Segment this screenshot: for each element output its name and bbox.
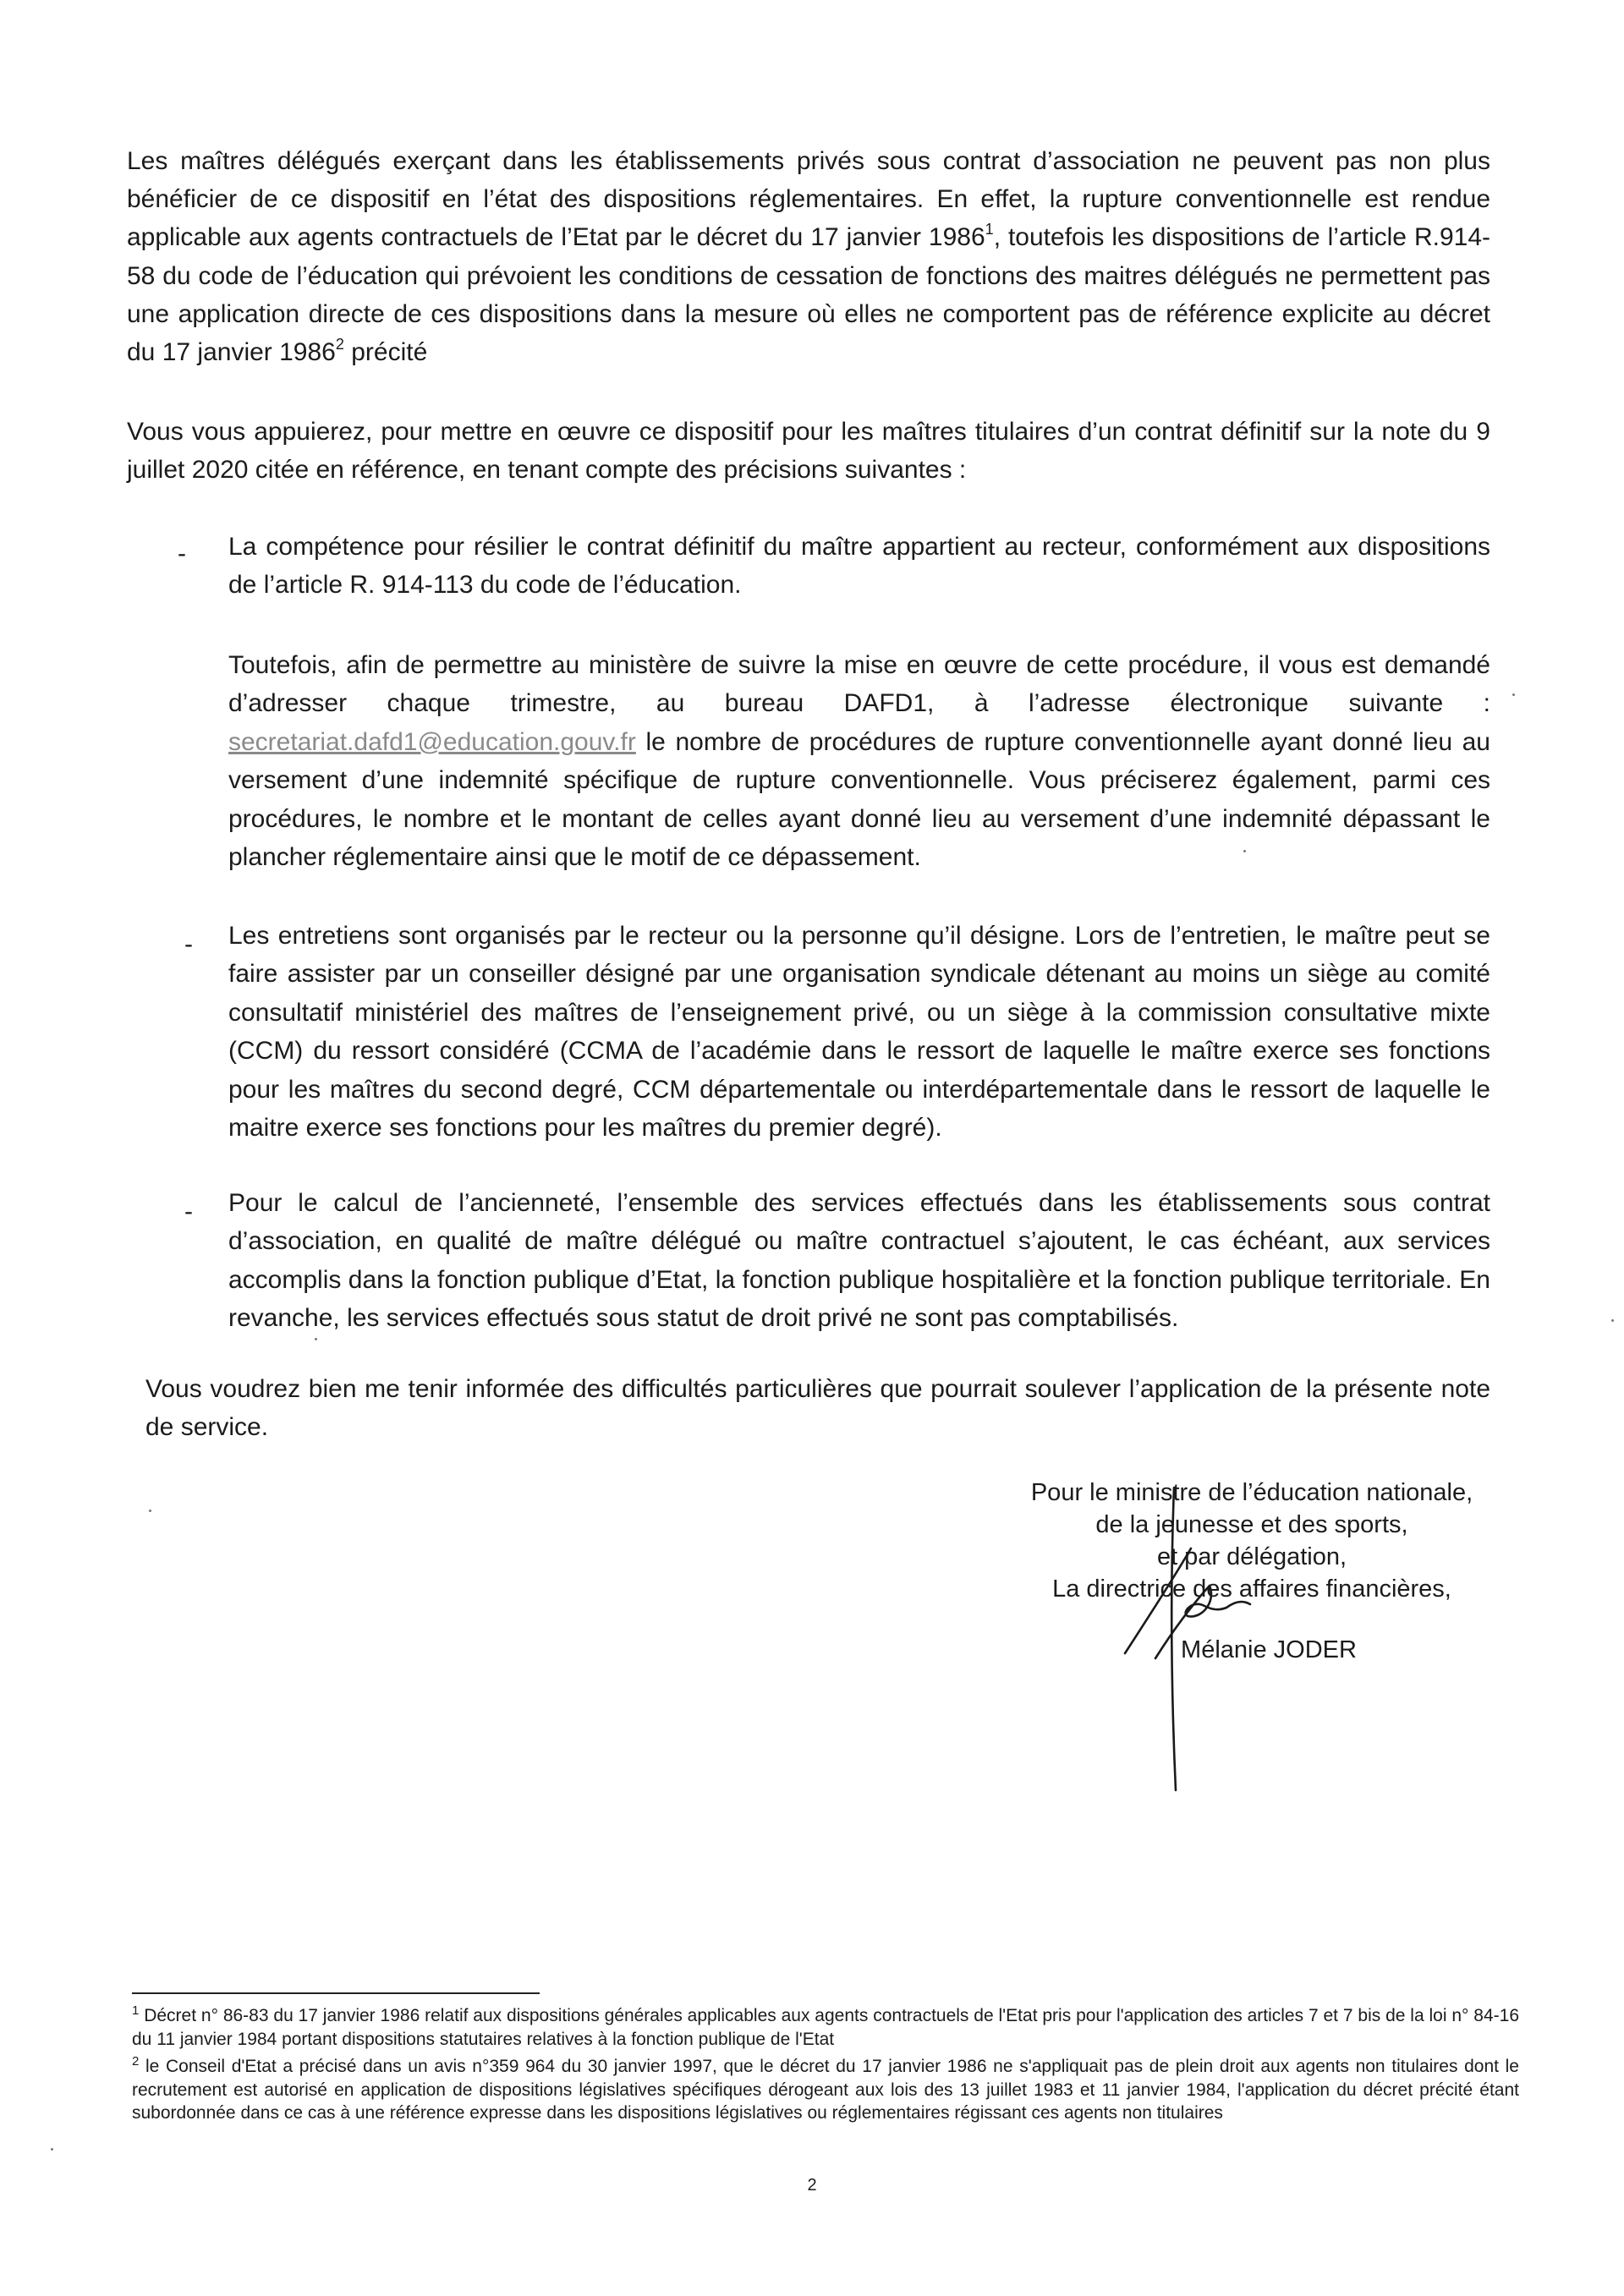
footnote-ref-2[interactable]: 2 (335, 336, 344, 353)
scan-speck (315, 1338, 317, 1340)
footnote-text: le Conseil d'Etat a précisé dans un avis n°359 964 du 30 janvier 1997, que le décret du 17 janvier 1986 ne s'appliquait pas de plein droit aux agents non titulaires dont le recrutement est autorisé en application de dispositions législatives spécifiques dérogeant aux lois des 13 juillet 1983 et 11 janvier 1984, l'application du décret précité étant subordonnée dans ce cas à une référence expresse dans les dispositions législatives ou réglementaires régissant ces agents non titulaires (132, 2057, 1519, 2123)
footnote-ref-1[interactable]: 1 (985, 221, 994, 238)
bullet-entretiens: Les entretiens sont organisés par le recteur ou la personne qu’il désigne. Lors de l’entretien, le maître peut se faire assister par un conseiller désigné par une organisation syndicale détenant au moins un siège au comité consultatif ministériel des maîtres de l’enseignement privé, ou un siège à la commission consultative mixte (CCM) du ressort considéré (CCMA de l’académie dans le ressort de laquelle le maître exerce ses fonctions pour les maîtres du second degré, CCM départementale ou interdépartementale dans le ressort de laquelle le maitre exerce ses fonctions pour les maîtres du premier degré). (228, 922, 1490, 1143)
signature-line: Pour le ministre de l’éducation nationale, (1030, 1479, 1473, 1506)
bullet-competence: La compétence pour résilier le contrat définitif du maître appartient au recteur, conformément aux dispositions de l’article R. 914-113 du code de l’éducation. (228, 533, 1490, 600)
email-link[interactable]: secretariat.dafd1@education.gouv.fr (228, 727, 636, 756)
signature-line: La directrice des affaires financières, (1052, 1575, 1451, 1603)
bullet-toutefois (228, 646, 1490, 876)
bullet-anciennete: Pour le calcul de l’ancienneté, l’ensemble des services effectués dans les établissements sous contrat d’association, en qualité de maître délégué ou maître contractuel s’ajoutent, le cas échéant, aux services accomplis dans la fonction publique d’Etat, la fonction publique hospitalière et la fonction publique territoriale. En revanche, les services effectués sous statut de droit privé ne sont pas comptabilisés. (228, 1189, 1490, 1333)
paragraph-text: Toutefois, afin de permettre au ministère de suivre la mise en œuvre de cette procédure, il vous est demandé d’adresser chaque trimestre, au bureau DAFD1, à l’adresse électronique suivante : (228, 651, 1490, 718)
scan-speck (1512, 693, 1515, 696)
bullet-dash: - (184, 930, 193, 958)
paragraph-text: le nombre de procédures de rupture conventionnelle ayant donné lieu au versement d’une indemnité spécifique de rupture conventionnelle. Vous préciserez également, parmi ces procédures, le nombre et le montant de celles ayant donné lieu au versement d’une indemnité dépassant le plancher réglementaire ainsi que le motif de ce dépassement. (228, 727, 1490, 872)
paragraph-vous-vous-appuierez: Vous vous appuierez, pour mettre en œuvre ce dispositif pour les maîtres titulaires d’un contrat définitif sur la note du 9 juillet 2020 citée en référence, en tenant compte des précisions suivantes : (127, 418, 1490, 485)
footnote-marker: 2 (132, 2054, 140, 2069)
paragraph-closing: Vous voudrez bien me tenir informée des difficultés particulières que pourrait soulever l’application de la présente note de service. (145, 1375, 1490, 1442)
paragraph-maitres-delegues (127, 142, 1490, 371)
footnote-2 (132, 2055, 1519, 2125)
signatory-name: Mélanie JODER (1181, 1636, 1357, 1663)
paragraph-text: , toutefois les dispositions de l’article R.914-58 du code de l’éducation qui prévoient les conditions de cessation de fonctions des maitres délégués ne permettent pas une application directe de ces dispositions dans la mesure où elles ne comportent pas de référence explicite au décret du 17 janvier 1986 (127, 223, 1490, 367)
handwritten-signature (1100, 1476, 1252, 1797)
paragraph-text: précité (343, 338, 428, 367)
footnote-marker: 1 (132, 2003, 140, 2018)
bullet-dash: - (184, 1197, 193, 1225)
scan-speck (1611, 1319, 1614, 1322)
signature-line: et par délégation, (1156, 1543, 1347, 1570)
scan-speck (1243, 850, 1246, 852)
bullet-dash: - (178, 540, 186, 567)
scan-speck (149, 1510, 151, 1512)
page-number: 2 (807, 2176, 817, 2195)
footnote-text: Décret n° 86-83 du 17 janvier 1986 relatif aux dispositions générales applicables aux agents contractuels de l'Etat pris pour l'application des articles 7 et 7 bis de la loi n° 84-16 du 11 janvier 1984 portant dispositions statutaires relatives à la fonction publique de l'Etat (132, 2006, 1519, 2049)
paragraph-text: Les maîtres délégués exerçant dans les établissements privés sous contrat d’association ne peuvent pas non plus bénéficier de ce dispositif en l’état des dispositions réglementaires. En effet, la rupture conventionnelle est rendue applicable aux agents contractuels de l’Etat par le décret du 17 janvier 1986 (127, 147, 1490, 252)
footnote-separator (132, 1992, 540, 1994)
signature-block (998, 1477, 1506, 1666)
footnote-1 (132, 2004, 1519, 2051)
scan-speck (51, 2148, 53, 2151)
signature-line: de la jeunesse et des sports, (1095, 1511, 1408, 1538)
